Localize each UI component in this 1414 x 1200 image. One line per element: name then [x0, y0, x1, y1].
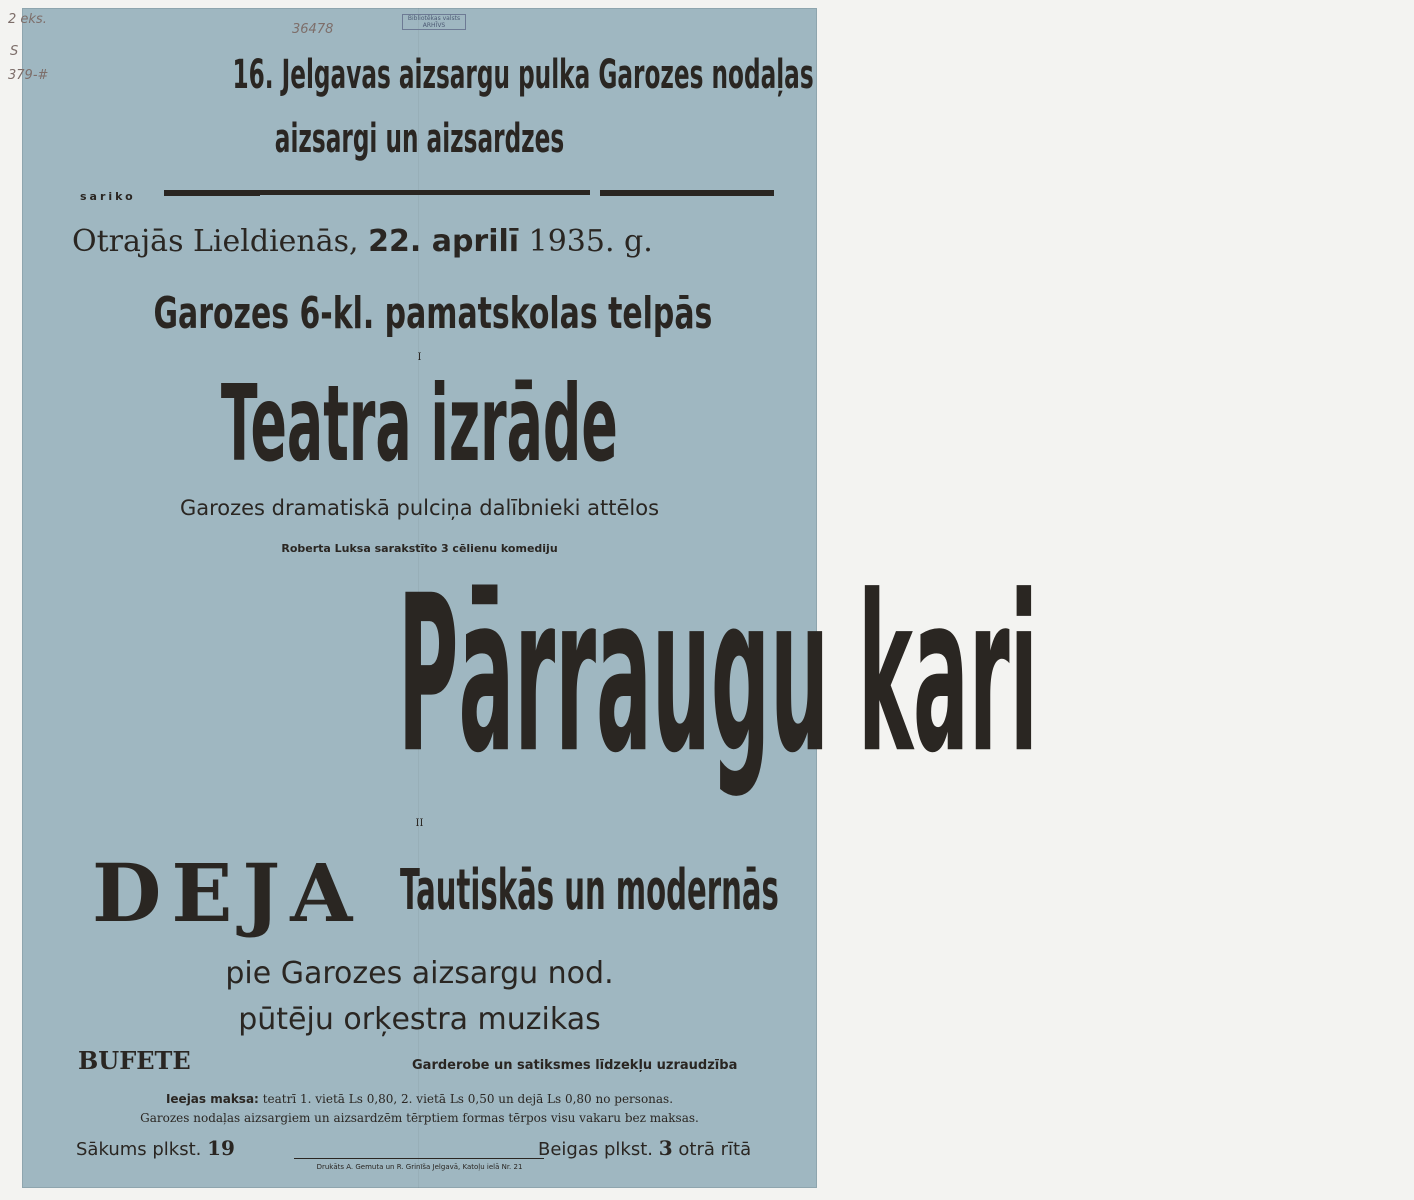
end-hour: 3: [658, 1136, 673, 1160]
author-note: Roberta Luksa sarakstīto 3 cēlienu komediju: [281, 542, 558, 555]
end-label: Beigas plkst.: [538, 1139, 653, 1160]
orchestra-line-2: pūtēju orķestra muzikas: [238, 1002, 601, 1037]
theatre-title: Teatra izrāde: [221, 362, 618, 486]
venue-title: Garozes 6-kl. pamatskolas telpās: [153, 288, 713, 339]
bufete-label: BUFETE: [78, 1046, 191, 1075]
rule-left: [164, 190, 260, 196]
orchestra-line-2-wrap: [22, 1002, 817, 1037]
header-line-1: 16. Jelgavas aizsargu pulka Garozes nodaļas: [232, 52, 814, 98]
orchestra-line-1-wrap: [22, 956, 817, 991]
deja-heading: DEJA: [92, 846, 363, 940]
performers-wrap: [22, 496, 817, 520]
date-day: 22. aprilī: [368, 224, 520, 259]
price-details: teatrī 1. vietā Ls 0,80, 2. vietā Ls 0,50 un dejā Ls 0,80 no personas.: [262, 1092, 674, 1106]
stamp-line-1: Bibliotēkas valsts: [407, 15, 461, 22]
price-line-2: Garozes nodaļas aizsargiem un aizsardzēm tērptiem formas tērpos visu vakaru bez maksas.: [140, 1111, 699, 1125]
venue-wrap: [22, 288, 817, 339]
orchestra-line-1: pie Garozes aizsargu nod.: [225, 956, 614, 991]
dances-wrap: [400, 858, 1129, 923]
start-time: [76, 1136, 235, 1160]
date-prefix: Otrajās Lieldienās,: [72, 224, 359, 259]
stamp-line-2: ARHĪVS: [422, 22, 446, 29]
header-line-1-wrap: [22, 52, 817, 98]
hand-note-shelf: 379-#: [8, 68, 49, 83]
part-one-numeral: I: [417, 352, 422, 363]
date-line: [72, 224, 653, 259]
hand-note-copies: 2 eks.: [8, 12, 47, 27]
price-line-1: [22, 1092, 817, 1106]
garderobe-note: Garderobe un satiksmes līdzekļu uzraudzība: [412, 1058, 738, 1073]
printer-divider: [294, 1158, 544, 1159]
performers-line: Garozes dramatiskā pulciņa dalībnieki attēlos: [179, 496, 660, 520]
header-line-2: aizsargi un aizsardzes: [274, 116, 565, 162]
price-label: Ieejas maksa:: [165, 1092, 259, 1106]
theatre-title-wrap: [22, 362, 817, 486]
rule-right: [600, 190, 774, 196]
end-suffix: otrā rītā: [678, 1139, 752, 1160]
hand-note-s: S: [10, 44, 19, 59]
header-line-2-wrap: [22, 116, 817, 162]
date-year: 1935. g.: [528, 224, 653, 259]
play-title: Pārraugu kari: [397, 550, 1039, 801]
play-title-wrap: [22, 550, 1039, 801]
rule-mid: [260, 190, 590, 195]
printer-imprint: Drukāts A. Gemuta un R. Grinīša Jelgavā, Katoļu ielā Nr. 21: [316, 1163, 523, 1171]
dances-line: Tautiskās un modernās: [400, 858, 779, 923]
start-label: Sākums plkst.: [76, 1139, 202, 1160]
poster-sheet: [8, 8, 1039, 1188]
end-time: [538, 1136, 751, 1160]
archive-stamp: [402, 14, 466, 30]
sariko-label: sariko: [80, 190, 136, 203]
start-hour: 19: [207, 1136, 235, 1160]
part-two-numeral: II: [415, 818, 424, 829]
inventory-number: 36478: [292, 22, 334, 37]
